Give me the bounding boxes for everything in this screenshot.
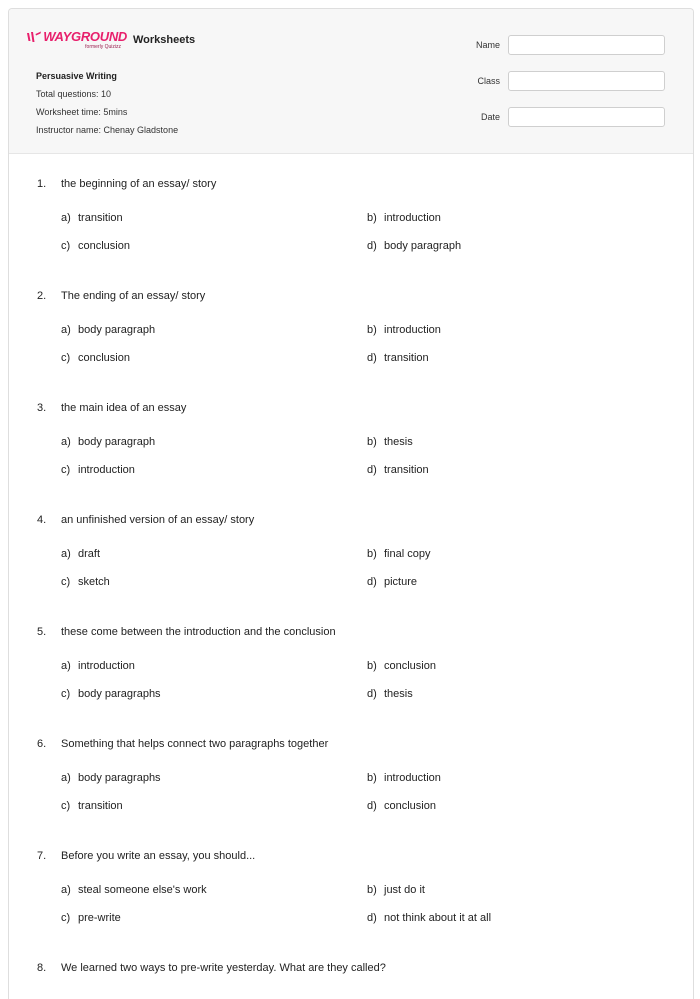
question-text [37, 402, 186, 414]
option-letter: b) [367, 212, 377, 224]
option-text: transition [384, 352, 429, 364]
option-text: not think about it at all [384, 912, 492, 924]
answer-option[interactable] [61, 800, 123, 812]
answer-option[interactable] [367, 884, 425, 896]
question-prompt: Something that helps connect two paragraphs together [61, 738, 329, 750]
question-number: 5. [37, 626, 47, 638]
worksheet-info [36, 67, 178, 139]
name-field[interactable] [508, 35, 665, 55]
question-prompt: an unfinished version of an essay/ story [61, 514, 255, 526]
option-text: draft [78, 548, 101, 560]
option-letter: c) [61, 800, 71, 812]
option-letter: a) [61, 212, 71, 224]
option-letter: a) [61, 660, 71, 672]
option-letter: b) [367, 884, 377, 896]
question-prompt: the beginning of an essay/ story [61, 178, 217, 190]
option-text: transition [384, 464, 429, 476]
answer-option[interactable] [367, 548, 430, 560]
answer-option[interactable] [61, 352, 130, 364]
option-text: transition [78, 800, 123, 812]
option-text: transition [78, 212, 123, 224]
option-text: conclusion [78, 352, 130, 364]
answer-option[interactable] [367, 800, 436, 812]
question-number: 2. [37, 290, 47, 302]
question-number: 1. [37, 178, 47, 190]
option-letter: c) [61, 240, 71, 252]
question-prompt: We learned two ways to pre-write yesterday. What are they called? [61, 962, 386, 974]
question-list [9, 154, 693, 999]
worksheet-time: Worksheet time: 5mins [36, 107, 128, 117]
class-field-row [476, 70, 665, 92]
answer-option[interactable] [61, 548, 100, 560]
option-letter: d) [367, 576, 377, 588]
option-text: conclusion [384, 660, 436, 672]
question-text [37, 850, 255, 862]
option-letter: d) [367, 912, 377, 924]
worksheet-topic: Persuasive Writing [36, 71, 117, 81]
product-title: Worksheets [133, 34, 196, 46]
question-text [37, 738, 328, 750]
option-letter: a) [61, 772, 71, 784]
option-text: thesis [384, 688, 413, 700]
question-item [9, 826, 693, 938]
question-item [9, 490, 693, 602]
question-prompt: The ending of an essay/ story [61, 290, 206, 302]
option-letter: a) [61, 884, 71, 896]
answer-option[interactable] [61, 688, 161, 700]
worksheet-header [9, 9, 693, 154]
option-text: final copy [384, 548, 431, 560]
option-text: just do it [384, 884, 425, 896]
option-text: body paragraph [78, 436, 156, 448]
question-item [9, 714, 693, 826]
answer-option[interactable] [367, 324, 441, 336]
logo-text: WAYGROUND [43, 29, 127, 44]
option-text: conclusion [384, 800, 436, 812]
question-prompt: these come between the introduction and the conclusion [61, 626, 336, 638]
question-text [37, 514, 254, 526]
option-letter: c) [61, 352, 71, 364]
class-label: Class [477, 76, 500, 86]
option-letter: c) [61, 464, 71, 476]
answer-option[interactable] [367, 240, 461, 252]
answer-option[interactable] [367, 576, 417, 588]
question-item [9, 154, 693, 266]
answer-option[interactable] [367, 772, 441, 784]
option-letter: d) [367, 464, 377, 476]
question-number: 6. [37, 738, 47, 750]
option-text: sketch [78, 576, 110, 588]
date-field[interactable] [508, 107, 665, 127]
question-number: 3. [37, 402, 47, 414]
date-field-row [476, 106, 665, 128]
answer-option[interactable] [61, 884, 207, 896]
option-letter: c) [61, 576, 71, 588]
option-text: picture [384, 576, 418, 588]
question-item [9, 378, 693, 490]
name-label: Name [475, 40, 500, 50]
answer-option[interactable] [367, 212, 441, 224]
question-item [9, 602, 693, 714]
option-text: introduction [78, 464, 135, 476]
option-text: conclusion [78, 240, 130, 252]
question-text [37, 962, 386, 974]
option-text: thesis [384, 436, 413, 448]
answer-option[interactable] [61, 772, 161, 784]
logo-subtitle: formerly Quizizz [85, 44, 121, 50]
answer-option[interactable] [367, 660, 436, 672]
wayground-logo-icon [26, 31, 42, 43]
option-text: body paragraph [78, 324, 156, 336]
name-field-row [476, 34, 665, 56]
option-text: introduction [78, 660, 135, 672]
date-label: Date [480, 112, 500, 122]
option-text: body paragraphs [78, 688, 161, 700]
answer-option[interactable] [61, 464, 135, 476]
answer-option[interactable] [61, 212, 123, 224]
answer-option[interactable] [61, 240, 130, 252]
question-text [37, 178, 216, 190]
instructor-name: Instructor name: Chenay Gladstone [36, 125, 179, 135]
option-letter: c) [61, 688, 71, 700]
question-text [37, 626, 336, 638]
option-text: body paragraphs [78, 772, 161, 784]
worksheet-page [8, 8, 694, 999]
option-letter: d) [367, 688, 377, 700]
option-letter: d) [367, 800, 377, 812]
answer-option[interactable] [61, 324, 155, 336]
question-prompt: the main idea of an essay [61, 402, 187, 414]
option-text: introduction [384, 212, 441, 224]
option-letter: d) [367, 352, 377, 364]
answer-option[interactable] [367, 352, 429, 364]
answer-option[interactable] [61, 436, 155, 448]
option-letter: b) [367, 324, 377, 336]
option-letter: b) [367, 660, 377, 672]
option-letter: b) [367, 772, 377, 784]
option-letter: c) [61, 912, 71, 924]
option-text: body paragraph [384, 240, 462, 252]
option-letter: b) [367, 436, 377, 448]
answer-option[interactable] [61, 576, 110, 588]
answer-option[interactable] [367, 688, 413, 700]
answer-option[interactable] [61, 912, 121, 924]
option-letter: d) [367, 240, 377, 252]
answer-option[interactable] [367, 464, 429, 476]
wayground-logo [35, 30, 127, 50]
brand [35, 30, 195, 50]
option-text: steal someone else's work [78, 884, 207, 896]
option-letter: a) [61, 324, 71, 336]
option-letter: a) [61, 436, 71, 448]
total-questions: Total questions: 10 [36, 89, 112, 99]
option-letter: b) [367, 548, 377, 560]
answer-option[interactable] [367, 912, 491, 924]
question-number: 8. [37, 962, 47, 974]
answer-option[interactable] [61, 660, 135, 672]
option-text: pre-write [78, 912, 121, 924]
question-item [9, 266, 693, 378]
class-field[interactable] [508, 71, 665, 91]
question-number: 4. [37, 514, 47, 526]
option-text: introduction [384, 772, 441, 784]
answer-option[interactable] [367, 436, 413, 448]
question-number: 7. [37, 850, 47, 862]
student-fields [476, 34, 665, 142]
question-text [37, 290, 205, 302]
option-text: introduction [384, 324, 441, 336]
question-prompt: Before you write an essay, you should... [61, 850, 256, 862]
option-letter: a) [61, 548, 71, 560]
